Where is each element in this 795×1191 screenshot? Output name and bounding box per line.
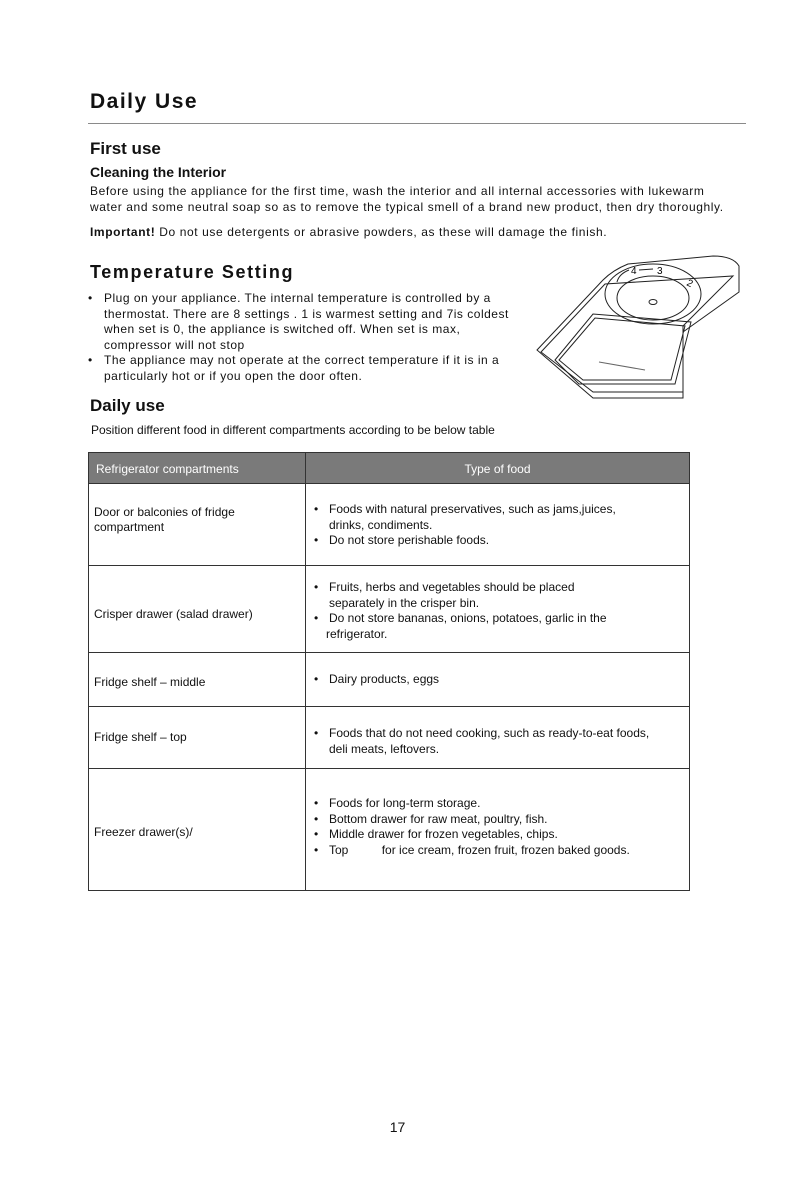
row-divider — [89, 706, 689, 707]
table-row-1-foods — [314, 502, 684, 549]
cleaning-paragraph — [90, 183, 750, 215]
table-row-3-foods — [314, 672, 684, 688]
cell-line: Freezer drawer(s)/ — [94, 825, 193, 839]
temp-b1-line-3: when set is 0, the appliance is switched off. When set is max, — [104, 322, 461, 336]
bullet-dot: • — [314, 533, 319, 547]
cell-line: deli meats, leftovers. — [329, 741, 440, 756]
cell-line: refrigerator. — [326, 626, 388, 641]
dial-label-2: 2 — [684, 277, 695, 291]
table-row-3-compartment — [94, 675, 299, 690]
table-row-5-compartment — [94, 825, 299, 840]
table-row-4-compartment — [94, 730, 299, 745]
bullet-dot: • — [314, 502, 319, 516]
row-divider — [89, 768, 689, 769]
cleaning-subheading: Cleaning the Interior — [90, 164, 227, 180]
important-text: Do not use detergents or abrasive powders, as these will damage the finish. — [155, 225, 608, 239]
list-item — [314, 611, 684, 642]
title-divider — [88, 123, 746, 124]
header-type-of-food: Type of food — [464, 462, 531, 476]
list-item — [314, 827, 684, 843]
cell-line: Crisper drawer (salad drawer) — [94, 607, 253, 621]
daily-use-intro: Position different food in different compartments according to be below table — [91, 423, 495, 437]
cell-line: Fridge shelf – middle — [94, 675, 206, 689]
temp-b1-line-1: Plug on your appliance. The internal temperature is controlled by a — [104, 291, 491, 305]
cleaning-line-1: Before using the appliance for the first time, wash the interior and all internal accessories with lukewarm — [90, 184, 705, 198]
cell-line: drinks, condiments. — [329, 517, 433, 532]
page-number: 17 — [389, 1119, 406, 1135]
temperature-bullets — [88, 291, 543, 384]
dial-label-3: 3 — [657, 266, 663, 277]
cell-line: Middle drawer for frozen vegetables, chips. — [329, 827, 558, 841]
cell-line: Dairy products, eggs — [329, 672, 440, 686]
cleaning-line-2: water and some neutral soap so as to remove the typical smell of a brand new product, then dry thoroughly. — [90, 200, 724, 214]
cell-line: Door or balconies of fridge — [94, 505, 235, 519]
list-item — [314, 843, 684, 859]
temperature-bullet-1 — [88, 291, 543, 353]
important-note — [90, 224, 607, 240]
cell-line: Foods for long-term storage. — [329, 796, 481, 810]
bullet-dot: • — [314, 842, 319, 857]
thermostat-illustration — [533, 252, 743, 400]
temp-b1-line-2: thermostat. There are 8 settings . 1 is warmest setting and 7is coldest — [104, 306, 509, 321]
table-row-2-foods — [314, 580, 684, 642]
temperature-bullet-2 — [88, 353, 543, 384]
compartments-table — [88, 452, 690, 891]
bullet-dot: • — [314, 611, 319, 625]
bullet-dot: • — [314, 580, 319, 594]
cell-line: compartment — [94, 520, 165, 534]
dial-label-4: 4 — [631, 266, 637, 277]
bullet-dot: • — [314, 726, 319, 740]
cell-line: Do not store perishable foods. — [329, 533, 490, 547]
daily-use-heading: Daily use — [90, 396, 165, 415]
bullet-dot: • — [314, 672, 319, 686]
cell-line: Top for ice cream, frozen fruit, frozen baked goods. — [329, 842, 630, 857]
cell-line: Foods that do not need cooking, such as ready-to-eat foods, — [329, 726, 650, 740]
page-title: Daily Use — [90, 90, 199, 113]
bullet-dot: • — [314, 811, 319, 826]
important-label: Important! — [90, 225, 156, 239]
bullet-dot: • — [88, 291, 93, 305]
table-row-5-foods — [314, 796, 684, 858]
bullet-dot: • — [314, 796, 319, 810]
list-item — [314, 672, 684, 688]
bullet-dot: • — [88, 353, 93, 367]
list-item — [314, 533, 684, 549]
list-item — [314, 502, 684, 533]
row-divider — [89, 565, 689, 566]
cell-line: Do not store bananas, onions, potatoes, garlic in the — [329, 611, 607, 625]
list-item — [314, 580, 684, 611]
table-row-2-compartment — [94, 607, 299, 622]
temperature-setting-heading: Temperature Setting — [90, 262, 295, 282]
temp-b2-line-1: The appliance may not operate at the correct temperature if it is in a — [104, 353, 500, 367]
cell-line: Foods with natural preservatives, such as jams,juices, — [329, 502, 616, 516]
first-use-heading: First use — [90, 139, 161, 158]
bullet-dot: • — [314, 827, 319, 841]
row-divider — [89, 652, 689, 653]
cell-line: Fridge shelf – top — [94, 730, 187, 744]
list-item — [314, 812, 684, 828]
table-header — [89, 453, 689, 484]
cell-line: separately in the crisper bin. — [329, 595, 480, 610]
table-row-1-compartment — [94, 505, 299, 535]
temp-b1-line-4: compressor will not stop — [104, 337, 245, 352]
list-item — [314, 796, 684, 812]
temp-b2-line-2: particularly hot or if you open the door often. — [104, 368, 363, 383]
cell-line: Fruits, herbs and vegetables should be placed — [329, 580, 575, 594]
table-row-4-foods — [314, 726, 684, 757]
column-divider — [305, 453, 306, 890]
list-item — [314, 726, 684, 757]
cell-line: Bottom drawer for raw meat, poultry, fish. — [329, 811, 548, 826]
header-compartments: Refrigerator compartments — [96, 462, 239, 476]
